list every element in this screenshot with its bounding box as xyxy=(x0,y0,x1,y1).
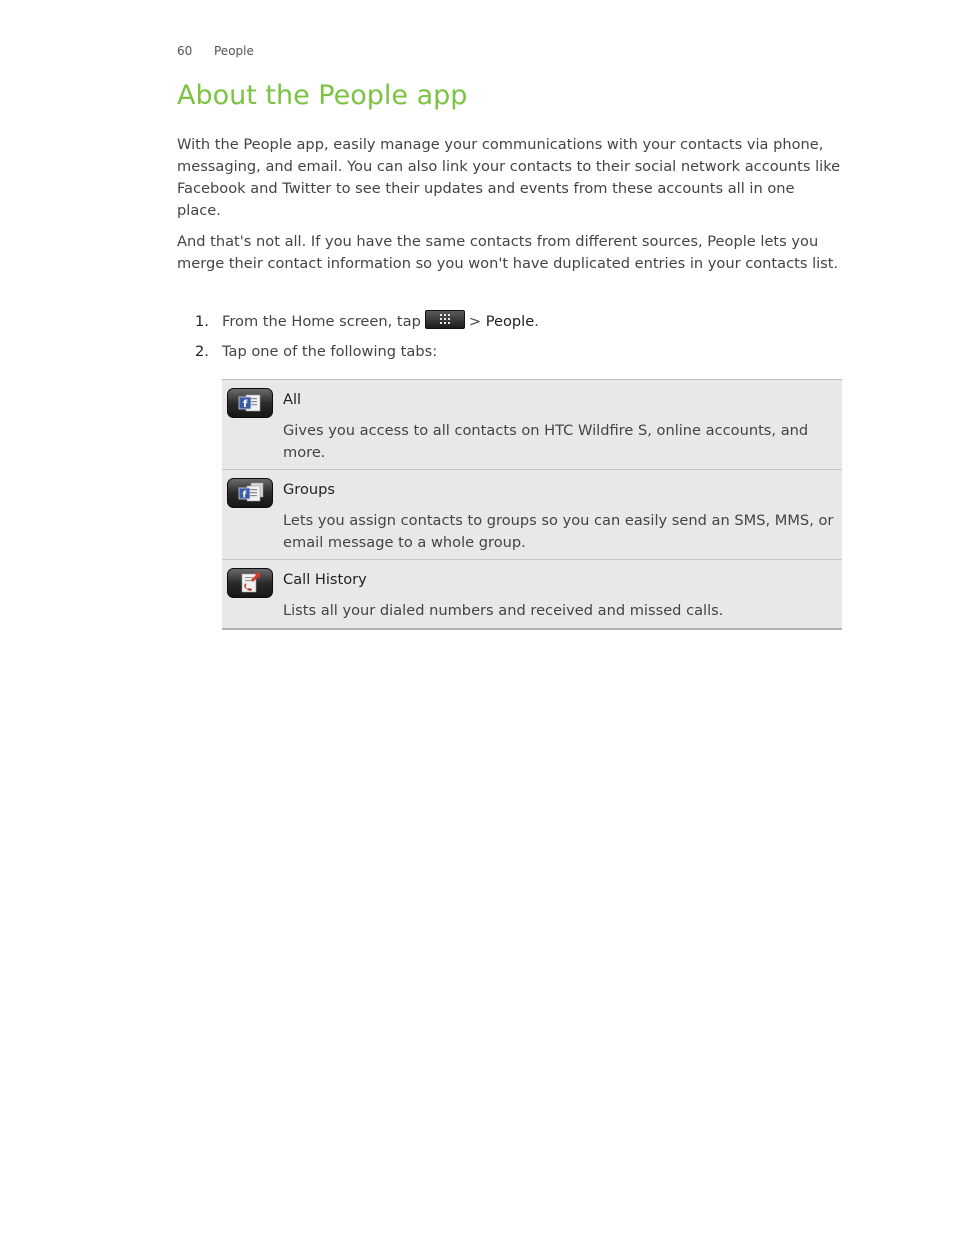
call-history-tab-icon xyxy=(227,568,273,598)
step-separator: > xyxy=(468,313,482,330)
tab-row-all xyxy=(222,380,842,470)
page-title: About the People app xyxy=(177,80,468,111)
people-app-label: People xyxy=(485,313,535,330)
step-number: 1. xyxy=(195,313,209,330)
step-number: 2. xyxy=(195,343,209,360)
tab-name-groups: Groups xyxy=(283,481,336,498)
page-header xyxy=(177,44,254,58)
tabs-table xyxy=(222,379,842,630)
section-name: People xyxy=(214,44,254,58)
tab-row-call-history xyxy=(222,560,842,628)
all-contacts-tab-icon xyxy=(227,388,273,418)
intro-paragraph: With the People app, easily manage your communications with your contacts via phone, messaging, and email. You can also link your contacts to their social network accounts like Facebook and Twitter to see their updates and events from these accounts all in one place. xyxy=(177,136,841,219)
merge-paragraph: And that's not all. If you have the same contacts from different sources, People lets you merge their contact information so you won't have duplicated entries in your contacts list. xyxy=(177,233,839,272)
tab-description-groups: Lets you assign contacts to groups so you can easily send an SMS, MMS, or email message to a whole group. xyxy=(283,512,834,551)
step-text: From the Home screen, tap xyxy=(222,313,421,330)
tab-description-all: Gives you access to all contacts on HTC Wildfire S, online accounts, and more. xyxy=(283,422,809,461)
svg-text:f: f xyxy=(243,399,248,410)
step-text: Tap one of the following tabs: xyxy=(222,343,438,360)
tab-name-call-history: Call History xyxy=(283,571,367,588)
tab-row-groups xyxy=(222,470,842,560)
groups-tab-icon xyxy=(227,478,273,508)
step-period: . xyxy=(534,313,539,330)
tab-description-call-history: Lists all your dialed numbers and received and missed calls. xyxy=(283,602,724,619)
svg-text:f: f xyxy=(242,490,247,501)
step-1 xyxy=(195,310,539,333)
page-number: 60 xyxy=(177,44,193,58)
tab-name-all: All xyxy=(283,391,302,408)
all-apps-icon xyxy=(425,310,465,329)
step-2 xyxy=(195,341,437,363)
